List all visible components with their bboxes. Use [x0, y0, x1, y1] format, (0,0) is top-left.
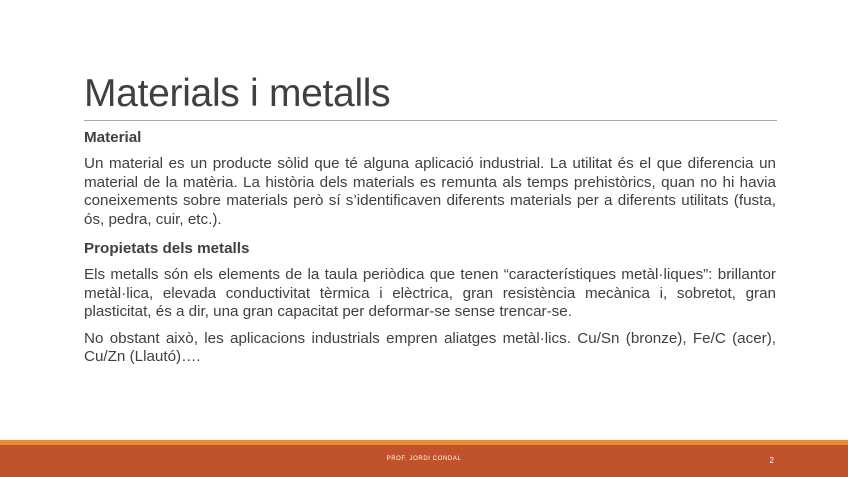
section-heading-material: Material	[84, 129, 142, 146]
paragraph-aliatges: No obstant això, les aplicacions industrials empren aliatges metàl·lics. Cu/Sn (bronze), Fe/C (acer), Cu/Zn (Llautó)….	[84, 329, 776, 366]
slide-body	[84, 129, 776, 366]
footer-author: PROF. JORDI CONDAL	[386, 456, 462, 462]
section-heading-propietats: Propietats dels metalls	[84, 240, 250, 258]
slide-title: Materials i metalls	[84, 72, 391, 115]
paragraph-propietats: Els metalls són els elements de la taula periòdica que tenen “característiques metàl·liques”: brillantor metàl·lica, elevada conductivitat tèrmica i elèctrica, gran resistència mecànica i, sobretot, gran plasticitat, és a dir, una gran capacitat per deformar-se sense trencar-se.	[84, 266, 776, 321]
title-divider	[84, 120, 777, 121]
page-number: 2	[769, 456, 774, 465]
footer-band	[0, 445, 848, 477]
paragraph-material: Un material es un producte sòlid que té alguna aplicació industrial. La utilitat és el que diferencia un material de la matèria. La història dels materials es remunta als temps prehistòrics, quan no hi havia coneixements sobre materials però sí s’identificaven diferents materials per a diferents utilitats (fusta, ós, pedra, cuir, etc.).	[84, 155, 776, 228]
